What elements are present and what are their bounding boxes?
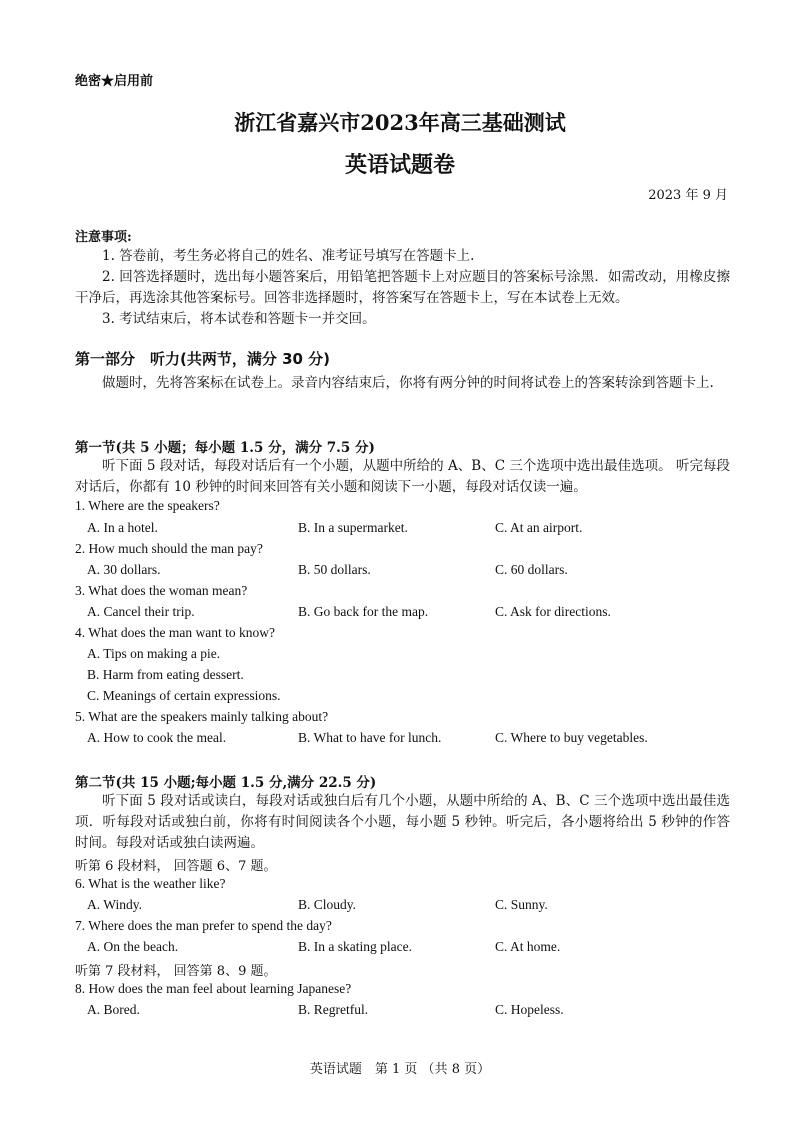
notice-item-3: 3. 考试结束后，将本试卷和答题卡一并交回。 bbox=[102, 311, 376, 327]
q8-option-b: B. Regretful. bbox=[298, 1002, 369, 1017]
notice-item-2: 2. 回答选择题时，选出每小题答案后，用铅笔把答题卡上对应题目的答案标号涂黑．如需改动，用橡皮擦干净后，再选涂其他答案标号。回答非选择题时，将答案写在答题卡上，写在本试卷上无效。 bbox=[75, 269, 730, 306]
question-1: 1. Where are the speakers? bbox=[75, 498, 220, 513]
q5-option-c: C. Where to buy vegetables. bbox=[495, 730, 648, 745]
notice-heading: 注意事项: bbox=[75, 230, 132, 245]
q7-option-a: A. On the beach. bbox=[87, 939, 179, 954]
q1-option-c: C. At an airport. bbox=[495, 520, 583, 535]
section1-heading: 第一节(共 5 小题；每小题 1.5 分，满分 7.5 分) bbox=[75, 440, 375, 456]
q8-option-c: C. Hopeless. bbox=[495, 1002, 564, 1017]
section2-intro: 听下面 5 段对话或读白，每段对话或独白后有几个小题，从题中所给的 A、B、C 三个选项中选出最佳选项．听每段对话或独白前，你将有时间阅读各个小题，每小题 5 秒钟。听完后，各小题将给出 5 秒钟的作答时间。每段对话或独白读两遍。 bbox=[75, 793, 730, 851]
part1-heading: 第一部分 听力(共两节，满分 30 分) bbox=[75, 350, 331, 368]
part1-intro: 做题时，先将答案标在试卷上。录音内容结束后，你将有两分钟的时间将试卷上的答案转涂到答题卡上. bbox=[102, 375, 714, 391]
q7-option-b: B. In a skating place. bbox=[298, 939, 412, 954]
q5-option-b: B. What to have for lunch. bbox=[298, 730, 442, 745]
q2-option-a: A. 30 dollars. bbox=[87, 562, 161, 577]
exam-title: 浙江省嘉兴市2023年高三基础测试 bbox=[234, 110, 566, 135]
question-2: 2. How much should the man pay? bbox=[75, 541, 263, 556]
q4-option-c: C. Meanings of certain expressions. bbox=[87, 688, 281, 703]
question-8: 8. How does the man feel about learning Japanese? bbox=[75, 981, 352, 996]
q7-option-c: C. At home. bbox=[495, 939, 561, 954]
q8-option-a: A. Bored. bbox=[87, 1002, 140, 1017]
question-3: 3. What does the woman mean? bbox=[75, 583, 248, 598]
question-7: 7. Where does the man prefer to spend the day? bbox=[75, 918, 332, 933]
exam-subtitle: 英语试题卷 bbox=[344, 152, 455, 178]
q3-option-a: A. Cancel their trip. bbox=[87, 604, 195, 619]
section1-intro: 听下面 5 段对话，每段对话后有一个小题，从题中所给的 A、B、C 三个选项中选出最佳选项。 听完每段对话后，你都有 10 秒钟的时间来回答有关小题和阅读下一小题，每段对话仅读一遍。 bbox=[75, 458, 730, 495]
q2-option-b: B. 50 dollars. bbox=[298, 562, 371, 577]
material-6-instruction: 听第 6 段材料， 回答题 6、7 题。 bbox=[75, 859, 277, 874]
q4-option-b: B. Harm from eating dessert. bbox=[87, 667, 244, 682]
section2-heading: 第二节(共 15 小题;每小题 1.5 分,满分 22.5 分) bbox=[75, 775, 377, 791]
q6-option-a: A. Windy. bbox=[87, 897, 142, 912]
q1-option-a: A. In a hotel. bbox=[87, 520, 158, 535]
q2-option-c: C. 60 dollars. bbox=[495, 562, 568, 577]
notice-item-1: 1. 答卷前，考生务必将自己的姓名、准考证号填写在答题卡上. bbox=[102, 248, 475, 264]
q6-option-b: B. Cloudy. bbox=[298, 897, 357, 912]
question-5: 5. What are the speakers mainly talking about? bbox=[75, 709, 329, 724]
page-footer: 英语试题 第 1 页 （共 8 页） bbox=[309, 1062, 491, 1077]
q1-option-b: B. In a supermarket. bbox=[298, 520, 408, 535]
q3-option-b: B. Go back for the map. bbox=[298, 604, 429, 619]
confidential-label: 绝密★启用前 bbox=[75, 74, 154, 89]
material-7-instruction: 听第 7 段材料， 回答第 8、9 题。 bbox=[75, 964, 277, 979]
exam-date: 2023 年 9 月 bbox=[648, 188, 728, 203]
q5-option-a: A. How to cook the meal. bbox=[87, 730, 227, 745]
q4-option-a: A. Tips on making a pie. bbox=[87, 646, 221, 661]
q3-option-c: C. Ask for directions. bbox=[495, 604, 611, 619]
q6-option-c: C. Sunny. bbox=[495, 897, 548, 912]
question-6: 6. What is the weather like? bbox=[75, 876, 226, 891]
question-4: 4. What does the man want to know? bbox=[75, 625, 275, 640]
